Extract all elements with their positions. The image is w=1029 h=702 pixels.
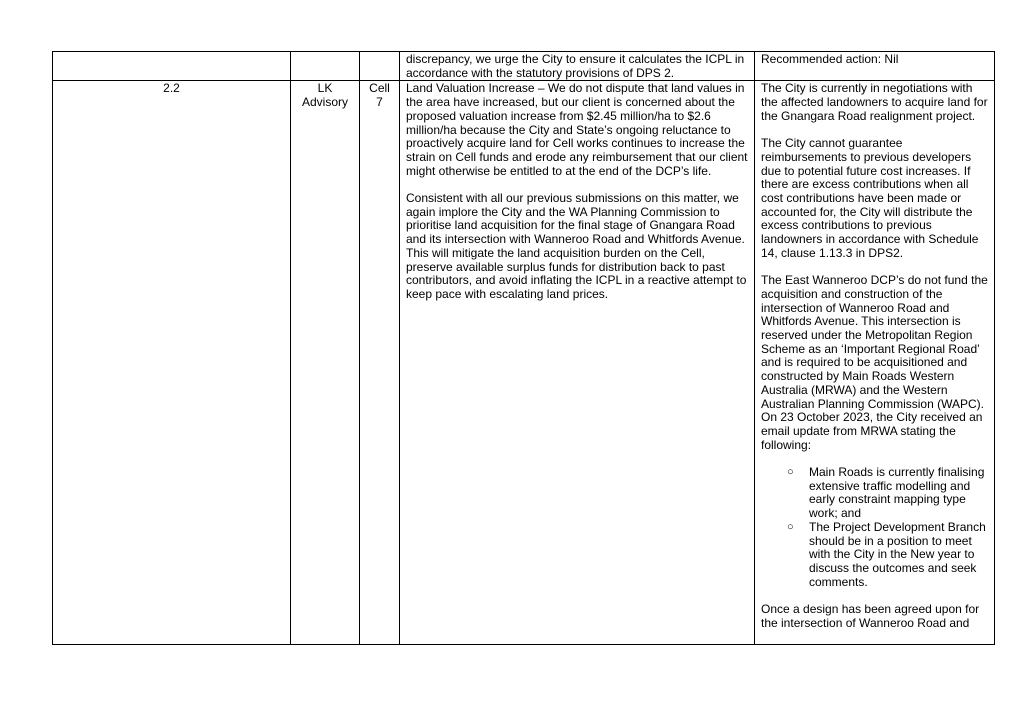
- cell-number: Cell 7: [369, 81, 390, 110]
- response-paragraph: The City cannot guarantee reimbursements to previous developers due to potential future cost increases. If there are excess contributions when all cost contributions have been made or accounted for, the City will distribute the excess contributions to previous landowners in accordance with Schedule 14, clause 1.13.3 in DPS2.: [761, 136, 979, 260]
- table-row: [53, 81, 995, 645]
- list-item: ○ The Project Development Branch should be in a position to meet with the City in the New year to discuss the outcomes and seek comments.: [787, 519, 986, 589]
- hollow-circle-bullet-icon: ○: [787, 466, 794, 479]
- submission-text-cell: [400, 52, 755, 81]
- cell-number-cell: [360, 81, 400, 645]
- response-paragraph: Recommended action: Nil: [761, 52, 899, 66]
- submission-number-cell: [53, 52, 291, 81]
- response-bullet-list: [761, 466, 988, 589]
- response-text-cell: [755, 52, 995, 81]
- submission-paragraph: Consistent with all our previous submissions on this matter, we again implore the City and the WA Planning Commission to prioritise land acquisition for the final stage of Gnangara Road and its intersection with Wanneroo Road and Whitfords Avenue. This will mitigate the land acquisition burden on the Cell, preserve available surplus funds for distribution back to past contributors, and avoid inflating the ICPL in a reactive attempt to keep pace with escalating land prices.: [406, 191, 747, 301]
- response-paragraph: The East Wanneroo DCP’s do not fund the acquisition and construction of the intersection of Wanneroo Road and Whitfords Avenue. This intersection is reserved under the Metropolitan Region Scheme as an ‘Important Regional Road’ and is required to be acquisitioned and constructed by Main Roads Western Australia (MRWA) and the Western Australian Planning Commission (WAPC). On 23 October 2023, the City received an email update from MRWA stating the following:: [761, 273, 988, 452]
- submissions-table: [52, 51, 995, 645]
- submission-paragraph: Land Valuation Increase – We do not dispute that land values in the area have increased, but our client is concerned about the proposed valuation increase from $2.45 million/ha to $2.6 million/ha because the City and State’s ongoing reluctance to proactively acquire land for Cell works continues to increase the strain on Cell funds and erode any reimbursement that our client might otherwise be entitled to at the end of the DCP’s life.: [406, 81, 748, 178]
- submission-paragraph: discrepancy, we urge the City to ensure it calculates the ICPL in accordance with the statutory provisions of DPS 2.: [406, 52, 745, 80]
- cell-number-cell: [360, 52, 400, 81]
- hollow-circle-bullet-icon: ○: [787, 520, 794, 533]
- submission-text-cell: [400, 81, 755, 645]
- submitter-name: LK Advisory: [301, 81, 348, 110]
- submission-number-cell: [53, 81, 291, 645]
- submission-number: 2.2: [163, 81, 180, 96]
- submitter-cell: [291, 81, 360, 645]
- response-text-cell: [755, 81, 995, 645]
- response-paragraph: The City is currently in negotiations with the affected landowners to acquire land for the Gnangara Road realignment project.: [761, 81, 988, 123]
- table-row: [53, 52, 995, 81]
- list-item: ○ Main Roads is currently finalising extensive traffic modelling and early constraint mapping type work; and: [787, 465, 985, 521]
- response-paragraph: Once a design has been agreed upon for the intersection of Wanneroo Road and: [761, 602, 980, 630]
- submitter-cell: [291, 52, 360, 81]
